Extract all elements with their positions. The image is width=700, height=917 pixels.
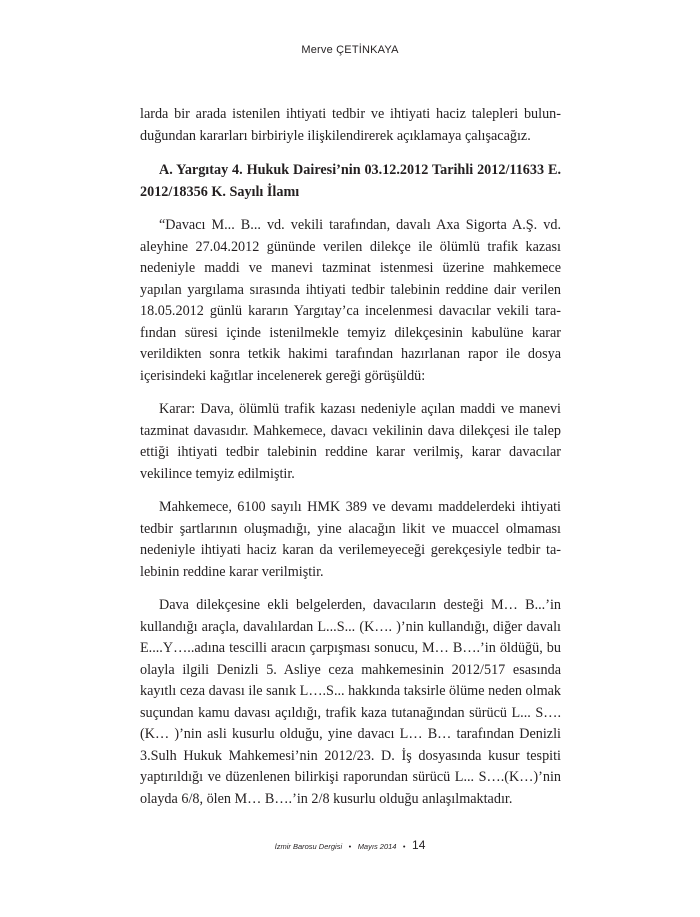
footer-date: Mayıs 2014 bbox=[357, 842, 397, 851]
paragraph-continuation: larda bir arada istenilen ihtiyati tedbir ve ihtiyati haciz talepleri bulunduğundan kararları birbiriyle ilişkilendirerek açıklamaya çalışacağız. bbox=[140, 106, 561, 144]
section-heading: A. Yargıtay 4. Hukuk Dairesi’nin 03.12.2012 Tarihli 2012/11633 E. 2012/18356 K. Sayılı İlamı bbox=[140, 162, 561, 200]
paragraph-belgeler: Dava dilekçesine ekli belgelerden, davacıların desteği M… B...’in kullandığı araçla, davalılardan L...S... (K…. )’nin kullandığı, diğer davalı E....Y…..adına tescilli aracın çarpışması sonucu, M… B….’in öldüğü, bu olayla ilgili Denizli 5. Asliye ceza mahkemesinin 2012/517 esasında kayıtlı ceza davası ile sanık L….S... hakkında taksirle ölüme neden olmak suçundan kamu davası açıldığı, trafik kaza tutanağından sürücü L... S…. (K… )’nin asli kusurlu olduğu, yine davacı L… B… tarafından Denizli 3.Sulh Hukuk Mahkemesi’nin 2012/23. D. İş dosyasında kusur tespiti yaptırıldığı ve düzenlenen bilirkişi raporundan sürücü L... S….(K…)’nin olayda 6/8, ölen M… B….’in 2/8 kusurlu olduğu anlaşılmaktadır. bbox=[140, 597, 561, 807]
paragraph-karar: Karar: Dava, ölümlü trafik kazası nedeniyle açılan maddi ve manevi tazminat davasıdır. Mahkemece, davacı vekilinin dava dilekçesi ile talep ettiği ihtiyati tedbir talebinin reddine karar verilmiş, karar davacılar vekilince temyiz edilmiştir. bbox=[140, 401, 561, 482]
page-footer bbox=[0, 836, 700, 854]
page-body bbox=[140, 104, 561, 810]
paragraph-quote-intro: “Davacı M... B... vd. vekili tarafından, davalı Axa Sigorta A.Ş. vd. aleyhine 27.04.2012 gününde verilen dilekçe ile ölümlü trafik kazası nedeniyle maddi ve manevi tazminat istenmesi üzerine mahkemece yapılan yargılama sırasında ihtiyati tedbir talebinin reddine dair verilen 18.05.2012 günlü kararın Yargıtay’ca incelenmesi davacılar vekili tarafından süresi içinde istenilmekle temyiz dilekçesinin kabulüne karar verildikten sonra tetkik hakimi tarafından hazırlanan rapor ile dosya içerisindeki kağıtlar incelenerek gereği görüşüldü: bbox=[140, 217, 561, 384]
running-head-author: Merve ÇETİNKAYA bbox=[301, 44, 399, 56]
page-number: 14 bbox=[412, 838, 426, 852]
paragraph-mahkeme: Mahkemece, 6100 sayılı HMK 389 ve devamı maddelerdeki ihtiyati tedbir şartlarının oluşmadığı, yine alacağın likit ve muaccel olmaması nedeniyle ihtiyati haciz karan da verilemeyeceği gerekçesiyle tedbir talebinin reddine karar verilmiştir. bbox=[140, 499, 561, 580]
footer-separator: • bbox=[348, 842, 352, 851]
footer-separator: • bbox=[402, 842, 406, 851]
footer-journal-name: İzmir Barosu Dergisi bbox=[274, 842, 343, 851]
